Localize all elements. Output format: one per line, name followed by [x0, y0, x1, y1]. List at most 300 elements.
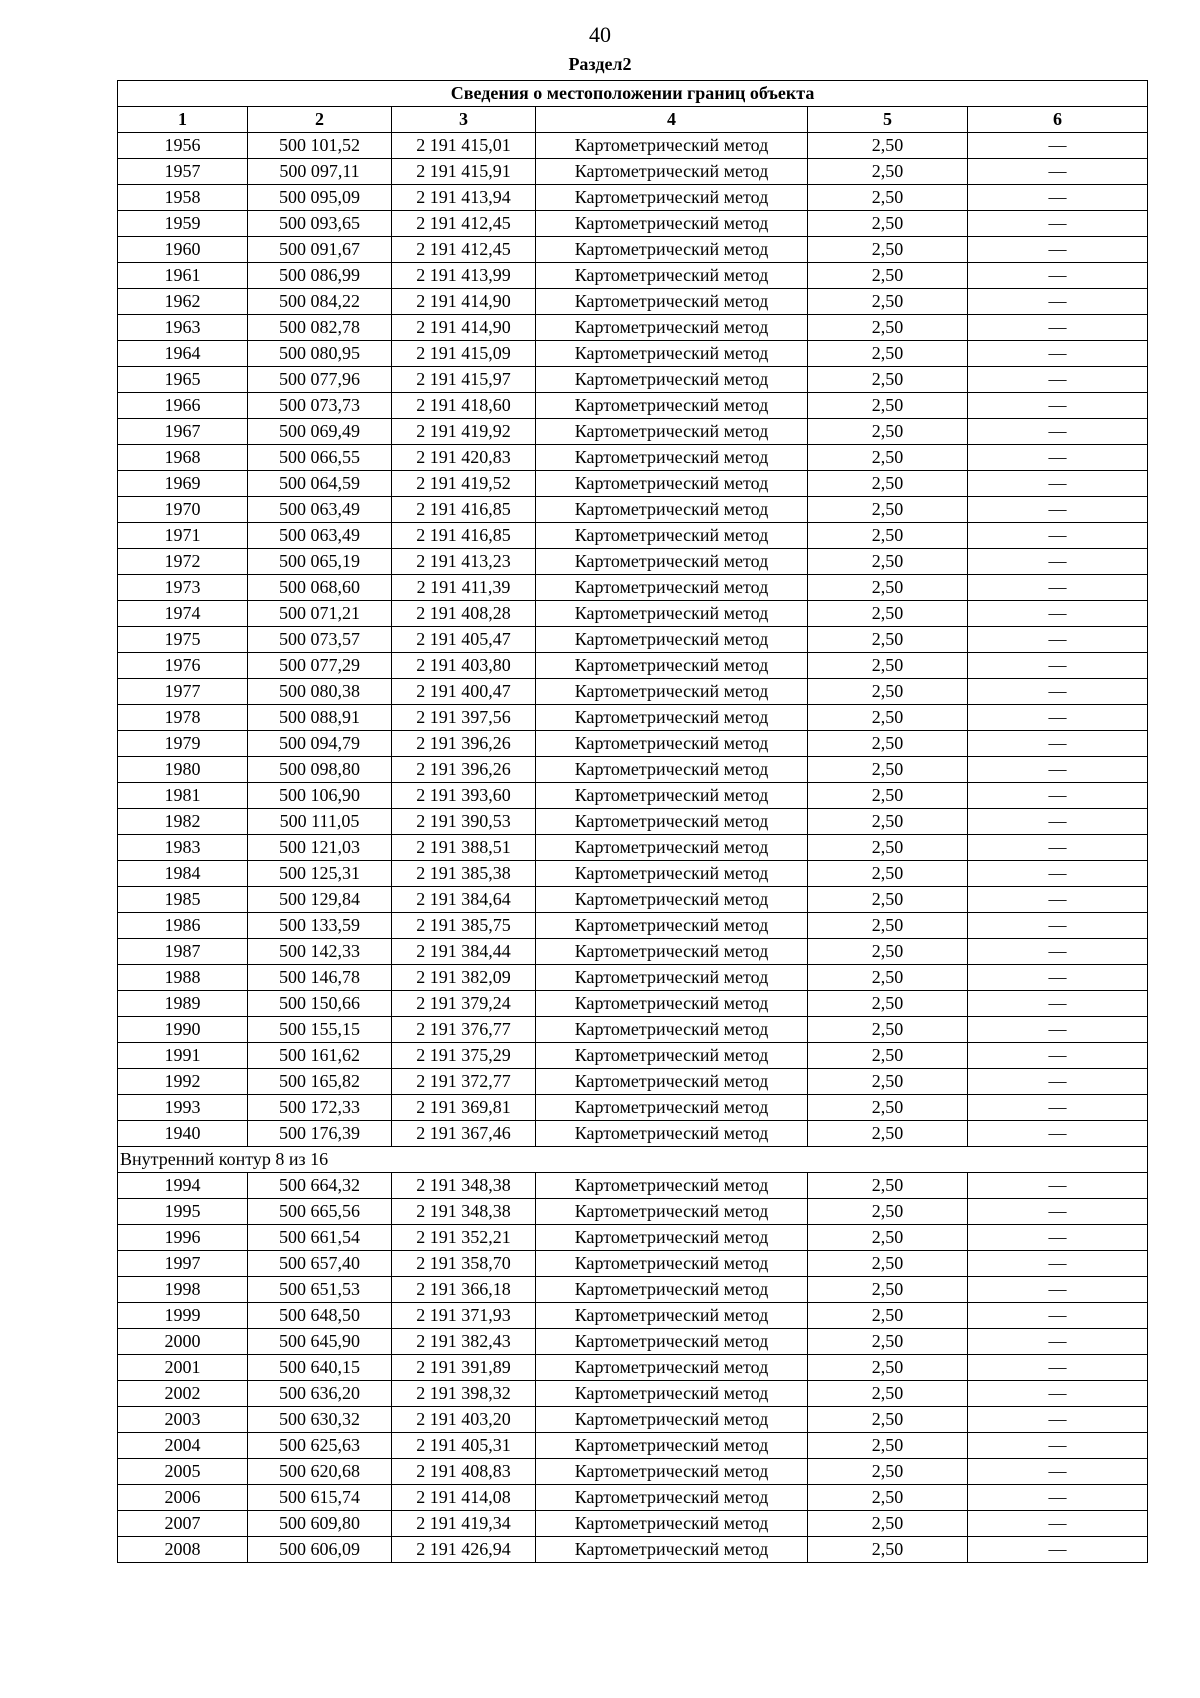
accuracy-cell: 2,50	[808, 1121, 968, 1147]
point-number-cell: 1981	[118, 783, 248, 809]
point-number-cell: 1992	[118, 1069, 248, 1095]
table-row	[118, 835, 1148, 861]
contour-label: Внутренний контур 8 из 16	[118, 1147, 1148, 1173]
accuracy-cell: 2,50	[808, 1511, 968, 1537]
table-row	[118, 965, 1148, 991]
y-coordinate-cell: 2 191 400,47	[392, 679, 536, 705]
x-coordinate-cell: 500 101,52	[248, 133, 392, 159]
accuracy-cell: 2,50	[808, 419, 968, 445]
column-header: 1	[118, 107, 248, 133]
table-row	[118, 159, 1148, 185]
y-coordinate-cell: 2 191 369,81	[392, 1095, 536, 1121]
method-cell: Картометрический метод	[536, 1407, 808, 1433]
note-cell: —	[968, 809, 1148, 835]
x-coordinate-cell: 500 640,15	[248, 1355, 392, 1381]
x-coordinate-cell: 500 094,79	[248, 731, 392, 757]
x-coordinate-cell: 500 620,68	[248, 1459, 392, 1485]
note-cell: —	[968, 1381, 1148, 1407]
point-number-cell: 1940	[118, 1121, 248, 1147]
accuracy-cell: 2,50	[808, 809, 968, 835]
table-row	[118, 1537, 1148, 1563]
table-row	[118, 1459, 1148, 1485]
x-coordinate-cell: 500 664,32	[248, 1173, 392, 1199]
accuracy-cell: 2,50	[808, 159, 968, 185]
accuracy-cell: 2,50	[808, 133, 968, 159]
point-number-cell: 2008	[118, 1537, 248, 1563]
y-coordinate-cell: 2 191 358,70	[392, 1251, 536, 1277]
method-cell: Картометрический метод	[536, 445, 808, 471]
accuracy-cell: 2,50	[808, 1199, 968, 1225]
accuracy-cell: 2,50	[808, 1303, 968, 1329]
table-row	[118, 185, 1148, 211]
y-coordinate-cell: 2 191 348,38	[392, 1173, 536, 1199]
table-row	[118, 1355, 1148, 1381]
table-row	[118, 1381, 1148, 1407]
y-coordinate-cell: 2 191 415,97	[392, 367, 536, 393]
table-title: Сведения о местоположении границ объекта	[118, 81, 1148, 107]
accuracy-cell: 2,50	[808, 1277, 968, 1303]
point-number-cell: 1964	[118, 341, 248, 367]
accuracy-cell: 2,50	[808, 497, 968, 523]
note-cell: —	[968, 783, 1148, 809]
note-cell: —	[968, 237, 1148, 263]
table-row	[118, 627, 1148, 653]
point-number-cell: 1971	[118, 523, 248, 549]
note-cell: —	[968, 497, 1148, 523]
table-row	[118, 471, 1148, 497]
accuracy-cell: 2,50	[808, 939, 968, 965]
table-row	[118, 1069, 1148, 1095]
table-row	[118, 1173, 1148, 1199]
table-row	[118, 419, 1148, 445]
note-cell: —	[968, 393, 1148, 419]
coordinates-table	[117, 80, 1148, 1563]
table-row	[118, 783, 1148, 809]
y-coordinate-cell: 2 191 408,83	[392, 1459, 536, 1485]
accuracy-cell: 2,50	[808, 731, 968, 757]
point-number-cell: 1988	[118, 965, 248, 991]
x-coordinate-cell: 500 125,31	[248, 861, 392, 887]
point-number-cell: 1961	[118, 263, 248, 289]
y-coordinate-cell: 2 191 388,51	[392, 835, 536, 861]
y-coordinate-cell: 2 191 403,20	[392, 1407, 536, 1433]
y-coordinate-cell: 2 191 419,52	[392, 471, 536, 497]
x-coordinate-cell: 500 665,56	[248, 1199, 392, 1225]
method-cell: Картометрический метод	[536, 133, 808, 159]
accuracy-cell: 2,50	[808, 1537, 968, 1563]
note-cell: —	[968, 341, 1148, 367]
table-row	[118, 1329, 1148, 1355]
y-coordinate-cell: 2 191 352,21	[392, 1225, 536, 1251]
table-row	[118, 1511, 1148, 1537]
note-cell: —	[968, 1459, 1148, 1485]
point-number-cell: 1959	[118, 211, 248, 237]
note-cell: —	[968, 575, 1148, 601]
method-cell: Картометрический метод	[536, 315, 808, 341]
method-cell: Картометрический метод	[536, 1095, 808, 1121]
accuracy-cell: 2,50	[808, 1381, 968, 1407]
contour-row	[118, 1147, 1148, 1173]
method-cell: Картометрический метод	[536, 835, 808, 861]
method-cell: Картометрический метод	[536, 1459, 808, 1485]
y-coordinate-cell: 2 191 379,24	[392, 991, 536, 1017]
x-coordinate-cell: 500 064,59	[248, 471, 392, 497]
table-row	[118, 1043, 1148, 1069]
point-number-cell: 2004	[118, 1433, 248, 1459]
y-coordinate-cell: 2 191 391,89	[392, 1355, 536, 1381]
column-header-row	[118, 107, 1148, 133]
table-row	[118, 1199, 1148, 1225]
accuracy-cell: 2,50	[808, 1173, 968, 1199]
note-cell: —	[968, 1069, 1148, 1095]
method-cell: Картометрический метод	[536, 419, 808, 445]
method-cell: Картометрический метод	[536, 731, 808, 757]
method-cell: Картометрический метод	[536, 1121, 808, 1147]
table-row	[118, 523, 1148, 549]
note-cell: —	[968, 1277, 1148, 1303]
accuracy-cell: 2,50	[808, 341, 968, 367]
accuracy-cell: 2,50	[808, 1407, 968, 1433]
point-number-cell: 2002	[118, 1381, 248, 1407]
table-row	[118, 263, 1148, 289]
accuracy-cell: 2,50	[808, 1329, 968, 1355]
method-cell: Картометрический метод	[536, 1355, 808, 1381]
point-number-cell: 1978	[118, 705, 248, 731]
note-cell: —	[968, 1043, 1148, 1069]
x-coordinate-cell: 500 082,78	[248, 315, 392, 341]
y-coordinate-cell: 2 191 416,85	[392, 497, 536, 523]
point-number-cell: 1999	[118, 1303, 248, 1329]
method-cell: Картометрический метод	[536, 1329, 808, 1355]
note-cell: —	[968, 861, 1148, 887]
point-number-cell: 1990	[118, 1017, 248, 1043]
point-number-cell: 2003	[118, 1407, 248, 1433]
table-row	[118, 861, 1148, 887]
note-cell: —	[968, 1303, 1148, 1329]
point-number-cell: 1994	[118, 1173, 248, 1199]
point-number-cell: 1966	[118, 393, 248, 419]
point-number-cell: 1960	[118, 237, 248, 263]
method-cell: Картометрический метод	[536, 965, 808, 991]
note-cell: —	[968, 1511, 1148, 1537]
accuracy-cell: 2,50	[808, 1459, 968, 1485]
x-coordinate-cell: 500 084,22	[248, 289, 392, 315]
accuracy-cell: 2,50	[808, 1017, 968, 1043]
table-title-row	[118, 81, 1148, 107]
y-coordinate-cell: 2 191 403,80	[392, 653, 536, 679]
x-coordinate-cell: 500 106,90	[248, 783, 392, 809]
y-coordinate-cell: 2 191 384,44	[392, 939, 536, 965]
accuracy-cell: 2,50	[808, 887, 968, 913]
column-header: 4	[536, 107, 808, 133]
y-coordinate-cell: 2 191 375,29	[392, 1043, 536, 1069]
method-cell: Картометрический метод	[536, 1173, 808, 1199]
method-cell: Картометрический метод	[536, 263, 808, 289]
point-number-cell: 1956	[118, 133, 248, 159]
method-cell: Картометрический метод	[536, 679, 808, 705]
method-cell: Картометрический метод	[536, 341, 808, 367]
note-cell: —	[968, 731, 1148, 757]
x-coordinate-cell: 500 172,33	[248, 1095, 392, 1121]
accuracy-cell: 2,50	[808, 965, 968, 991]
method-cell: Картометрический метод	[536, 809, 808, 835]
x-coordinate-cell: 500 606,09	[248, 1537, 392, 1563]
y-coordinate-cell: 2 191 413,94	[392, 185, 536, 211]
point-number-cell: 1991	[118, 1043, 248, 1069]
table-row	[118, 1433, 1148, 1459]
x-coordinate-cell: 500 080,95	[248, 341, 392, 367]
point-number-cell: 1969	[118, 471, 248, 497]
point-number-cell: 2000	[118, 1329, 248, 1355]
note-cell: —	[968, 965, 1148, 991]
method-cell: Картометрический метод	[536, 1485, 808, 1511]
point-number-cell: 1963	[118, 315, 248, 341]
method-cell: Картометрический метод	[536, 497, 808, 523]
method-cell: Картометрический метод	[536, 1069, 808, 1095]
table-row	[118, 939, 1148, 965]
column-header: 5	[808, 107, 968, 133]
x-coordinate-cell: 500 069,49	[248, 419, 392, 445]
table-row	[118, 1407, 1148, 1433]
y-coordinate-cell: 2 191 393,60	[392, 783, 536, 809]
table-row	[118, 991, 1148, 1017]
note-cell: —	[968, 679, 1148, 705]
table-row	[118, 887, 1148, 913]
method-cell: Картометрический метод	[536, 1537, 808, 1563]
y-coordinate-cell: 2 191 413,99	[392, 263, 536, 289]
x-coordinate-cell: 500 142,33	[248, 939, 392, 965]
note-cell: —	[968, 1485, 1148, 1511]
y-coordinate-cell: 2 191 382,43	[392, 1329, 536, 1355]
table-row	[118, 1225, 1148, 1251]
point-number-cell: 2007	[118, 1511, 248, 1537]
y-coordinate-cell: 2 191 372,77	[392, 1069, 536, 1095]
x-coordinate-cell: 500 063,49	[248, 497, 392, 523]
table-row	[118, 679, 1148, 705]
y-coordinate-cell: 2 191 384,64	[392, 887, 536, 913]
accuracy-cell: 2,50	[808, 601, 968, 627]
note-cell: —	[968, 549, 1148, 575]
note-cell: —	[968, 991, 1148, 1017]
point-number-cell: 1962	[118, 289, 248, 315]
x-coordinate-cell: 500 625,63	[248, 1433, 392, 1459]
accuracy-cell: 2,50	[808, 679, 968, 705]
x-coordinate-cell: 500 073,57	[248, 627, 392, 653]
method-cell: Картометрический метод	[536, 601, 808, 627]
method-cell: Картометрический метод	[536, 393, 808, 419]
accuracy-cell: 2,50	[808, 1433, 968, 1459]
table-row	[118, 653, 1148, 679]
y-coordinate-cell: 2 191 411,39	[392, 575, 536, 601]
accuracy-cell: 2,50	[808, 523, 968, 549]
point-number-cell: 1974	[118, 601, 248, 627]
point-number-cell: 1980	[118, 757, 248, 783]
accuracy-cell: 2,50	[808, 757, 968, 783]
table-row	[118, 341, 1148, 367]
x-coordinate-cell: 500 651,53	[248, 1277, 392, 1303]
y-coordinate-cell: 2 191 385,75	[392, 913, 536, 939]
x-coordinate-cell: 500 088,91	[248, 705, 392, 731]
table-row	[118, 315, 1148, 341]
table-row	[118, 601, 1148, 627]
method-cell: Картометрический метод	[536, 1511, 808, 1537]
y-coordinate-cell: 2 191 385,38	[392, 861, 536, 887]
point-number-cell: 1979	[118, 731, 248, 757]
y-coordinate-cell: 2 191 405,31	[392, 1433, 536, 1459]
table-row	[118, 705, 1148, 731]
y-coordinate-cell: 2 191 420,83	[392, 445, 536, 471]
accuracy-cell: 2,50	[808, 1251, 968, 1277]
accuracy-cell: 2,50	[808, 1355, 968, 1381]
y-coordinate-cell: 2 191 367,46	[392, 1121, 536, 1147]
y-coordinate-cell: 2 191 382,09	[392, 965, 536, 991]
note-cell: —	[968, 523, 1148, 549]
x-coordinate-cell: 500 636,20	[248, 1381, 392, 1407]
method-cell: Картометрический метод	[536, 1381, 808, 1407]
note-cell: —	[968, 1225, 1148, 1251]
x-coordinate-cell: 500 645,90	[248, 1329, 392, 1355]
method-cell: Картометрический метод	[536, 653, 808, 679]
accuracy-cell: 2,50	[808, 835, 968, 861]
method-cell: Картометрический метод	[536, 523, 808, 549]
method-cell: Картометрический метод	[536, 1225, 808, 1251]
x-coordinate-cell: 500 073,73	[248, 393, 392, 419]
accuracy-cell: 2,50	[808, 315, 968, 341]
table-row	[118, 497, 1148, 523]
x-coordinate-cell: 500 146,78	[248, 965, 392, 991]
note-cell: —	[968, 705, 1148, 731]
y-coordinate-cell: 2 191 412,45	[392, 211, 536, 237]
accuracy-cell: 2,50	[808, 627, 968, 653]
method-cell: Картометрический метод	[536, 757, 808, 783]
accuracy-cell: 2,50	[808, 1043, 968, 1069]
y-coordinate-cell: 2 191 398,32	[392, 1381, 536, 1407]
point-number-cell: 1957	[118, 159, 248, 185]
y-coordinate-cell: 2 191 371,93	[392, 1303, 536, 1329]
y-coordinate-cell: 2 191 396,26	[392, 731, 536, 757]
x-coordinate-cell: 500 129,84	[248, 887, 392, 913]
point-number-cell: 1984	[118, 861, 248, 887]
table-row	[118, 1277, 1148, 1303]
x-coordinate-cell: 500 121,03	[248, 835, 392, 861]
point-number-cell: 1986	[118, 913, 248, 939]
method-cell: Картометрический метод	[536, 549, 808, 575]
method-cell: Картометрический метод	[536, 575, 808, 601]
y-coordinate-cell: 2 191 412,45	[392, 237, 536, 263]
accuracy-cell: 2,50	[808, 549, 968, 575]
point-number-cell: 1997	[118, 1251, 248, 1277]
point-number-cell: 2001	[118, 1355, 248, 1381]
note-cell: —	[968, 1251, 1148, 1277]
method-cell: Картометрический метод	[536, 211, 808, 237]
note-cell: —	[968, 471, 1148, 497]
note-cell: —	[968, 757, 1148, 783]
note-cell: —	[968, 1407, 1148, 1433]
note-cell: —	[968, 445, 1148, 471]
method-cell: Картометрический метод	[536, 1303, 808, 1329]
x-coordinate-cell: 500 095,09	[248, 185, 392, 211]
note-cell: —	[968, 1329, 1148, 1355]
note-cell: —	[968, 1017, 1148, 1043]
note-cell: —	[968, 1537, 1148, 1563]
x-coordinate-cell: 500 077,29	[248, 653, 392, 679]
table-row	[118, 913, 1148, 939]
note-cell: —	[968, 835, 1148, 861]
point-number-cell: 1998	[118, 1277, 248, 1303]
table-row	[118, 1485, 1148, 1511]
x-coordinate-cell: 500 080,38	[248, 679, 392, 705]
method-cell: Картометрический метод	[536, 1043, 808, 1069]
x-coordinate-cell: 500 093,65	[248, 211, 392, 237]
note-cell: —	[968, 1199, 1148, 1225]
point-number-cell: 1968	[118, 445, 248, 471]
y-coordinate-cell: 2 191 414,90	[392, 289, 536, 315]
point-number-cell: 1970	[118, 497, 248, 523]
method-cell: Картометрический метод	[536, 861, 808, 887]
method-cell: Картометрический метод	[536, 1433, 808, 1459]
x-coordinate-cell: 500 133,59	[248, 913, 392, 939]
accuracy-cell: 2,50	[808, 211, 968, 237]
note-cell: —	[968, 159, 1148, 185]
table-body	[118, 133, 1148, 1563]
method-cell: Картометрический метод	[536, 939, 808, 965]
y-coordinate-cell: 2 191 408,28	[392, 601, 536, 627]
accuracy-cell: 2,50	[808, 783, 968, 809]
column-header: 6	[968, 107, 1148, 133]
table-row	[118, 1095, 1148, 1121]
x-coordinate-cell: 500 098,80	[248, 757, 392, 783]
method-cell: Картометрический метод	[536, 1251, 808, 1277]
accuracy-cell: 2,50	[808, 393, 968, 419]
column-header: 3	[392, 107, 536, 133]
method-cell: Картометрический метод	[536, 783, 808, 809]
method-cell: Картометрический метод	[536, 1017, 808, 1043]
method-cell: Картометрический метод	[536, 1277, 808, 1303]
accuracy-cell: 2,50	[808, 471, 968, 497]
table-row	[118, 1251, 1148, 1277]
table-row	[118, 1121, 1148, 1147]
method-cell: Картометрический метод	[536, 289, 808, 315]
y-coordinate-cell: 2 191 416,85	[392, 523, 536, 549]
point-number-cell: 2006	[118, 1485, 248, 1511]
x-coordinate-cell: 500 065,19	[248, 549, 392, 575]
note-cell: —	[968, 627, 1148, 653]
point-number-cell: 1996	[118, 1225, 248, 1251]
note-cell: —	[968, 1121, 1148, 1147]
table-row	[118, 809, 1148, 835]
method-cell: Картометрический метод	[536, 705, 808, 731]
note-cell: —	[968, 887, 1148, 913]
note-cell: —	[968, 913, 1148, 939]
point-number-cell: 1977	[118, 679, 248, 705]
y-coordinate-cell: 2 191 414,08	[392, 1485, 536, 1511]
note-cell: —	[968, 939, 1148, 965]
accuracy-cell: 2,50	[808, 1485, 968, 1511]
y-coordinate-cell: 2 191 419,34	[392, 1511, 536, 1537]
y-coordinate-cell: 2 191 366,18	[392, 1277, 536, 1303]
accuracy-cell: 2,50	[808, 237, 968, 263]
accuracy-cell: 2,50	[808, 1069, 968, 1095]
accuracy-cell: 2,50	[808, 653, 968, 679]
point-number-cell: 1989	[118, 991, 248, 1017]
point-number-cell: 1972	[118, 549, 248, 575]
y-coordinate-cell: 2 191 376,77	[392, 1017, 536, 1043]
accuracy-cell: 2,50	[808, 445, 968, 471]
note-cell: —	[968, 1433, 1148, 1459]
table-row	[118, 237, 1148, 263]
note-cell: —	[968, 1355, 1148, 1381]
x-coordinate-cell: 500 063,49	[248, 523, 392, 549]
